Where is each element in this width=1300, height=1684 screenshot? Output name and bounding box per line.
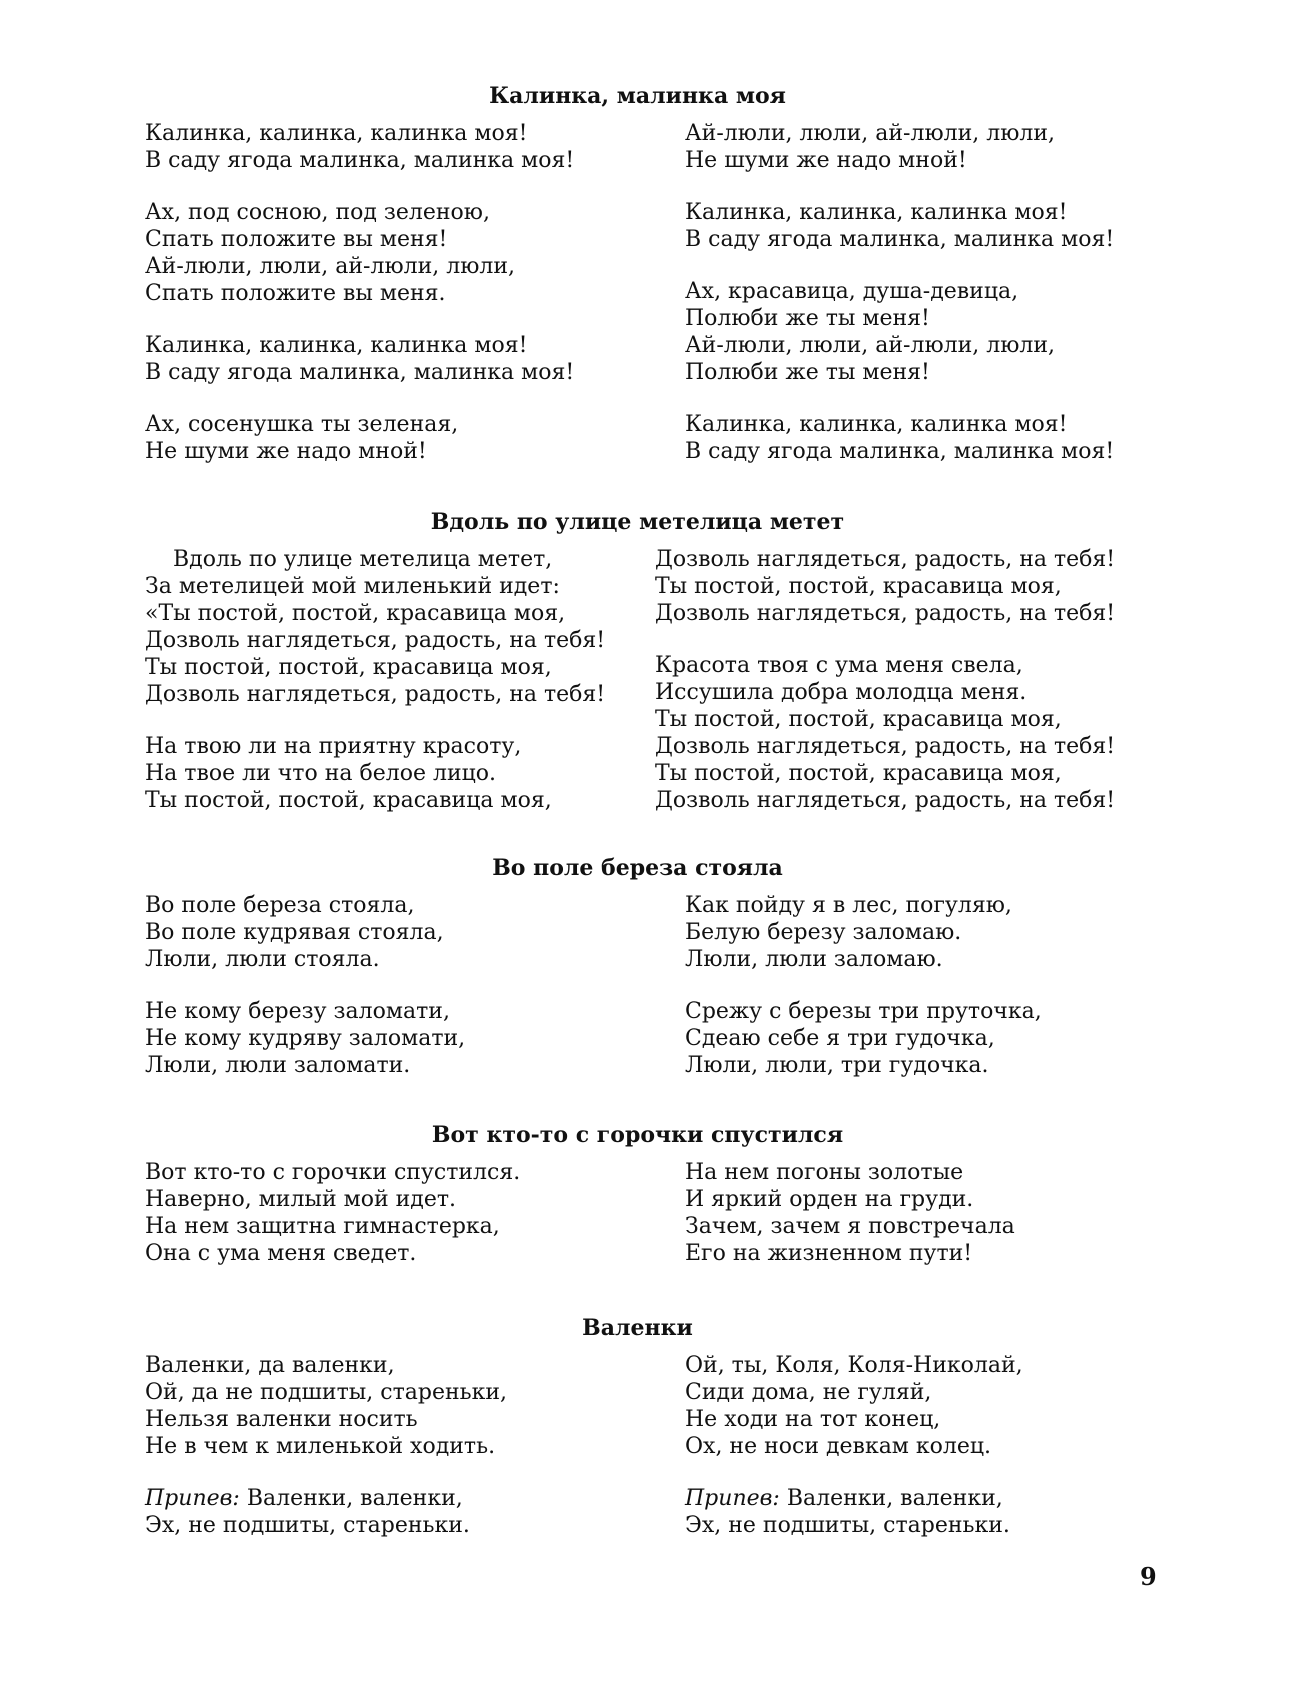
song-title: Валенки [582, 1315, 693, 1341]
verse-line: Спать положите вы меня. [145, 281, 446, 306]
verse-line: Ох, не носи девкам колец. [685, 1434, 992, 1459]
stanza [145, 892, 465, 973]
verse-line: Ах, сосенушка ты зеленая, [145, 412, 459, 437]
song-title: Вдоль по улице метелица метет [430, 509, 845, 535]
verse-line: Вот кто-то с горочки спустился. [145, 1160, 521, 1185]
verse-line: Во поле кудрявая стояла, [145, 920, 444, 945]
verse-line: Дозволь наглядеться, радость, на тебя! [145, 682, 606, 707]
verse-line: Сиди дома, не гуляй, [685, 1380, 932, 1405]
verse-line: В саду ягода малинка, малинка моя! [685, 439, 1115, 464]
right-column [655, 546, 1115, 839]
verse-line: Ты постой, постой, красавица моя, [145, 788, 552, 813]
chorus [685, 1485, 1023, 1539]
verse-line: Ах, красавица, душа-девица, [685, 279, 1019, 304]
verse-line: «Ты постой, постой, красавица моя, [145, 601, 566, 626]
song-valenki [145, 1314, 1130, 1538]
verse-line: Зачем, зачем я повстречала [685, 1214, 1015, 1239]
chorus-text: Валенки, валенки, [786, 1486, 1003, 1511]
stanza [145, 411, 574, 465]
verse-line: Не шуми же надо мной! [145, 439, 427, 464]
verse-line: Калинка, калинка, калинка моя! [145, 121, 528, 146]
stanza [685, 120, 1114, 174]
song-gorochki [145, 1121, 1130, 1266]
verse-line: В саду ягода малинка, малинка моя! [685, 227, 1115, 252]
verse-line: Калинка, калинка, калинка моя! [685, 412, 1068, 437]
verse-line: Она с ума меня сведет. [145, 1241, 417, 1266]
stanza [685, 411, 1114, 465]
verse-line: Ты постой, постой, красавица моя, [655, 707, 1062, 732]
stanza [145, 332, 574, 386]
verse-line: Срежу с березы три пруточка, [685, 999, 1042, 1024]
verse-line: На нем погоны золотые [685, 1160, 964, 1185]
chorus-line [145, 1485, 507, 1512]
right-column [685, 120, 1114, 490]
verse-line: Белую березу заломаю. [685, 920, 962, 945]
verse-line: Ах, под сосною, под зеленою, [145, 200, 490, 225]
verse-line: Во поле береза стояла, [145, 893, 415, 918]
verse-line: Ты постой, постой, красавица моя, [655, 761, 1062, 786]
verse-line: Люли, люли, три гудочка. [685, 1053, 989, 1078]
verse-line: Ты постой, постой, красавица моя, [145, 655, 552, 680]
verse-line: Сдеаю себе я три гудочка, [685, 1026, 995, 1051]
stanza [145, 199, 574, 307]
song-title: Во поле береза стояла [492, 855, 783, 881]
verse-line: Не шуми же надо мной! [685, 148, 967, 173]
chorus-label: Припев: [685, 1486, 780, 1511]
stanza [655, 652, 1115, 814]
stanza [685, 199, 1114, 253]
verse-line: За метелицей мой миленький идет: [145, 574, 560, 599]
chorus-line [685, 1485, 1023, 1512]
stanza [145, 120, 574, 174]
song-title: Калинка, малинка моя [489, 83, 786, 109]
verse-line: Дозволь наглядеться, радость, на тебя! [145, 628, 606, 653]
verse-line: Калинка, калинка, калинка моя! [145, 333, 528, 358]
verse-line: Ой, да не подшиты, стареньки, [145, 1380, 508, 1405]
verse-line: Ты постой, постой, красавица моя, [655, 574, 1062, 599]
verse-line: Не ходи на тот конец, [685, 1407, 941, 1432]
left-column [145, 120, 574, 490]
left-column [145, 1352, 507, 1564]
stanza [685, 998, 1042, 1079]
left-column [145, 546, 605, 839]
verse-line: Люли, люли заломаю. [685, 947, 943, 972]
verse-line: Дозволь наглядеться, радость, на тебя! [655, 547, 1116, 572]
verse-line: Люли, люли стояла. [145, 947, 380, 972]
stanza [685, 892, 1042, 973]
verse-line: Вдоль по улице метелица метет, [173, 547, 553, 572]
verse-line: Спать положите вы меня! [145, 227, 448, 252]
verse-line: Иссушила добра молодца меня. [655, 680, 1027, 705]
verse-line: Его на жизненном пути! [685, 1241, 973, 1266]
verse-line: Дозволь наглядеться, радость, на тебя! [655, 601, 1116, 626]
verse-line: Полюби же ты меня! [685, 360, 930, 385]
verse-line: Полюби же ты меня! [685, 306, 930, 331]
verse-line: В саду ягода малинка, малинка моя! [145, 360, 575, 385]
verse-line: Не в чем к миленькой ходить. [145, 1434, 496, 1459]
chorus-line: Эх, не подшиты, стареньки. [145, 1513, 470, 1538]
verse-line: Нельзя валенки носить [145, 1407, 418, 1432]
verse-line: Ай-люли, люли, ай-люли, люли, [685, 333, 1055, 358]
right-column [685, 1159, 1015, 1292]
verse-line: На твое ли что на белое лицо. [145, 761, 496, 786]
chorus-label: Припев: [145, 1486, 240, 1511]
chorus [145, 1485, 507, 1539]
stanza [685, 278, 1114, 386]
verse-line: Ай-люли, люли, ай-люли, люли, [685, 121, 1055, 146]
stanza [145, 998, 465, 1079]
verse-line: Калинка, калинка, калинка моя! [685, 200, 1068, 225]
chorus-line: Эх, не подшиты, стареньки. [685, 1513, 1010, 1538]
stanza [145, 546, 605, 708]
verse-line: На твою ли на приятну красоту, [145, 734, 522, 759]
stanza [655, 546, 1115, 627]
song-kalinka [145, 82, 1130, 464]
page-number: 9 [1140, 1562, 1157, 1591]
chorus-text: Валенки, валенки, [246, 1486, 463, 1511]
left-column [145, 1159, 520, 1292]
stanza [685, 1159, 1015, 1267]
verse-line: Не кому березу заломати, [145, 999, 450, 1024]
stanza [145, 733, 605, 814]
left-column [145, 892, 465, 1104]
verse-line: Не кому кудряву заломати, [145, 1026, 466, 1051]
right-column [685, 892, 1042, 1104]
right-column [685, 1352, 1023, 1564]
verse-line: Ай-люли, люли, ай-люли, люли, [145, 254, 515, 279]
stanza [145, 1352, 507, 1460]
verse-line: Красота твоя с ума меня свела, [655, 653, 1023, 678]
stanza [145, 1159, 520, 1267]
song-bereza [145, 854, 1130, 1078]
verse-line: Ой, ты, Коля, Коля-Николай, [685, 1353, 1023, 1378]
verse-line: Как пойду я в лес, погуляю, [685, 893, 1012, 918]
verse-line: Валенки, да валенки, [145, 1353, 395, 1378]
verse-line: Дозволь наглядеться, радость, на тебя! [655, 788, 1116, 813]
verse-line: Дозволь наглядеться, радость, на тебя! [655, 734, 1116, 759]
song-title: Вот кто-то с горочки спустился [431, 1122, 844, 1148]
verse-line: Наверно, милый мой идет. [145, 1187, 457, 1212]
stanza [685, 1352, 1023, 1460]
verse-line: И яркий орден на груди. [685, 1187, 974, 1212]
song-metelitsa [145, 508, 1130, 813]
verse-line: На нем защитна гимнастерка, [145, 1214, 500, 1239]
verse-line: В саду ягода малинка, малинка моя! [145, 148, 575, 173]
verse-line: Люли, люли заломати. [145, 1053, 411, 1078]
